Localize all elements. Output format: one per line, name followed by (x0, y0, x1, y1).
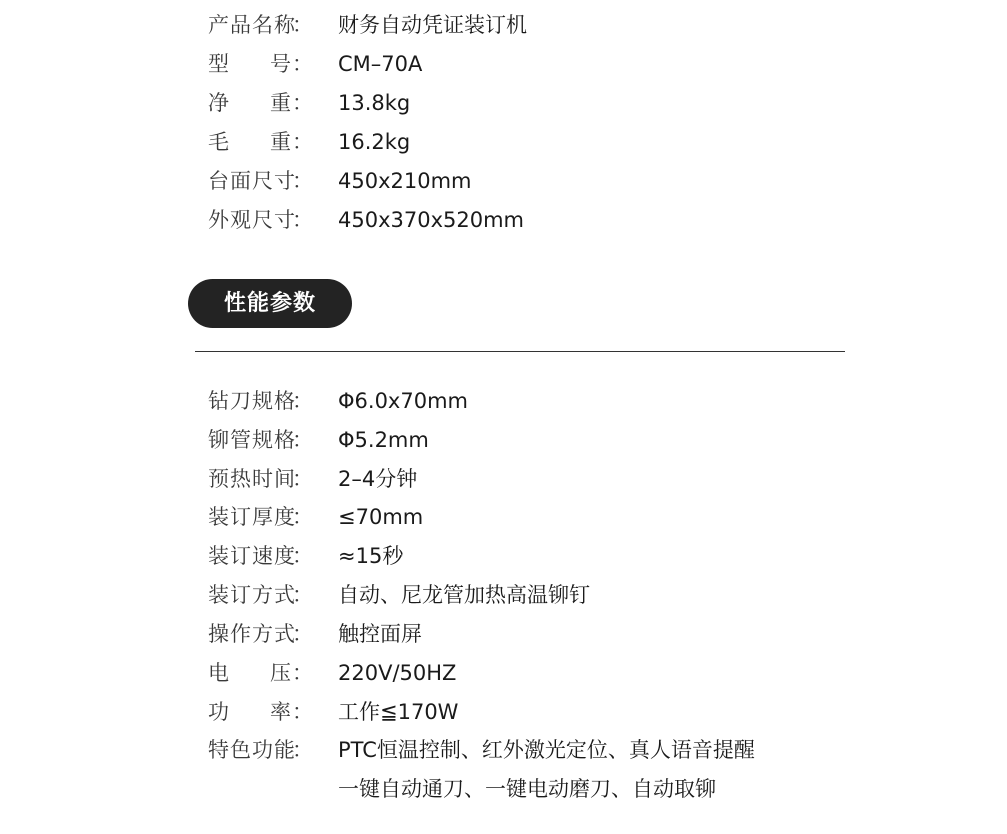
spec-value: 450x210mm (338, 169, 472, 193)
spec-value: 财务自动凭证装订机 (338, 13, 527, 37)
spec-label: 操作方式 (208, 622, 296, 646)
spec-value: 2–4分钟 (338, 467, 418, 491)
spec-value: ≈15秒 (338, 544, 404, 568)
spec-colon: ： (292, 169, 313, 193)
spec-value: PTC恒温控制、红外激光定位、真人语音提醒 (338, 738, 755, 762)
spec-label: 钻刀规格 (208, 389, 296, 413)
spec-value: 自动、尼龙管加热高温铆钉 (338, 583, 590, 607)
section-divider (195, 351, 845, 352)
spec-value: ≤70mm (338, 505, 424, 529)
spec-colon: ： (292, 389, 313, 413)
spec-colon: ： (292, 130, 313, 154)
spec-label-char: 毛 (208, 130, 230, 154)
spec-label-char: 净 (208, 91, 230, 115)
spec-label: 产品名称 (208, 13, 296, 37)
spec-colon: ： (292, 622, 313, 646)
spec-label-char: 型 (208, 52, 230, 76)
spec-label-char: 号 (270, 52, 292, 76)
spec-value: Φ6.0x70mm (338, 389, 468, 413)
spec-label: 预热时间 (208, 467, 296, 491)
spec-colon: ： (292, 505, 313, 529)
spec-value: CM–70A (338, 52, 423, 76)
spec-colon: ： (292, 428, 313, 452)
spec-label: 外观尺寸 (208, 208, 296, 232)
spec-label: 特色功能 (208, 738, 296, 762)
spec-label: 台面尺寸 (208, 169, 296, 193)
spec-value: 16.2kg (338, 130, 411, 154)
spec-label-char: 重 (270, 91, 292, 115)
spec-value: 13.8kg (338, 91, 411, 115)
spec-colon: ： (292, 467, 313, 491)
spec-label-char: 压 (270, 661, 292, 685)
spec-colon: ： (292, 208, 313, 232)
spec-colon: ： (292, 700, 313, 724)
spec-colon: ： (292, 91, 313, 115)
spec-label: 装订方式 (208, 583, 296, 607)
spec-colon: ： (292, 738, 313, 762)
spec-colon: ： (292, 661, 313, 685)
spec-value: Φ5.2mm (338, 428, 429, 452)
spec-colon: ： (292, 52, 313, 76)
spec-value: 450x370x520mm (338, 208, 525, 232)
spec-label-char: 电 (208, 661, 230, 685)
spec-label: 铆管规格 (208, 428, 296, 452)
spec-colon: ： (292, 583, 313, 607)
performance-section-title: 性能参数 (188, 279, 352, 328)
spec-value: 工作≦170W (338, 700, 459, 724)
spec-label-char: 率 (270, 700, 292, 724)
spec-colon: ： (292, 13, 313, 37)
spec-label-char: 功 (208, 700, 230, 724)
spec-value: 一键自动通刀、一键电动磨刀、自动取铆 (338, 777, 716, 801)
spec-value: 触控面屏 (338, 622, 422, 646)
spec-value: 220V/50HZ (338, 661, 457, 685)
spec-colon: ： (292, 544, 313, 568)
spec-label-char: 重 (270, 130, 292, 154)
spec-label: 装订厚度 (208, 505, 296, 529)
spec-label: 装订速度 (208, 544, 296, 568)
